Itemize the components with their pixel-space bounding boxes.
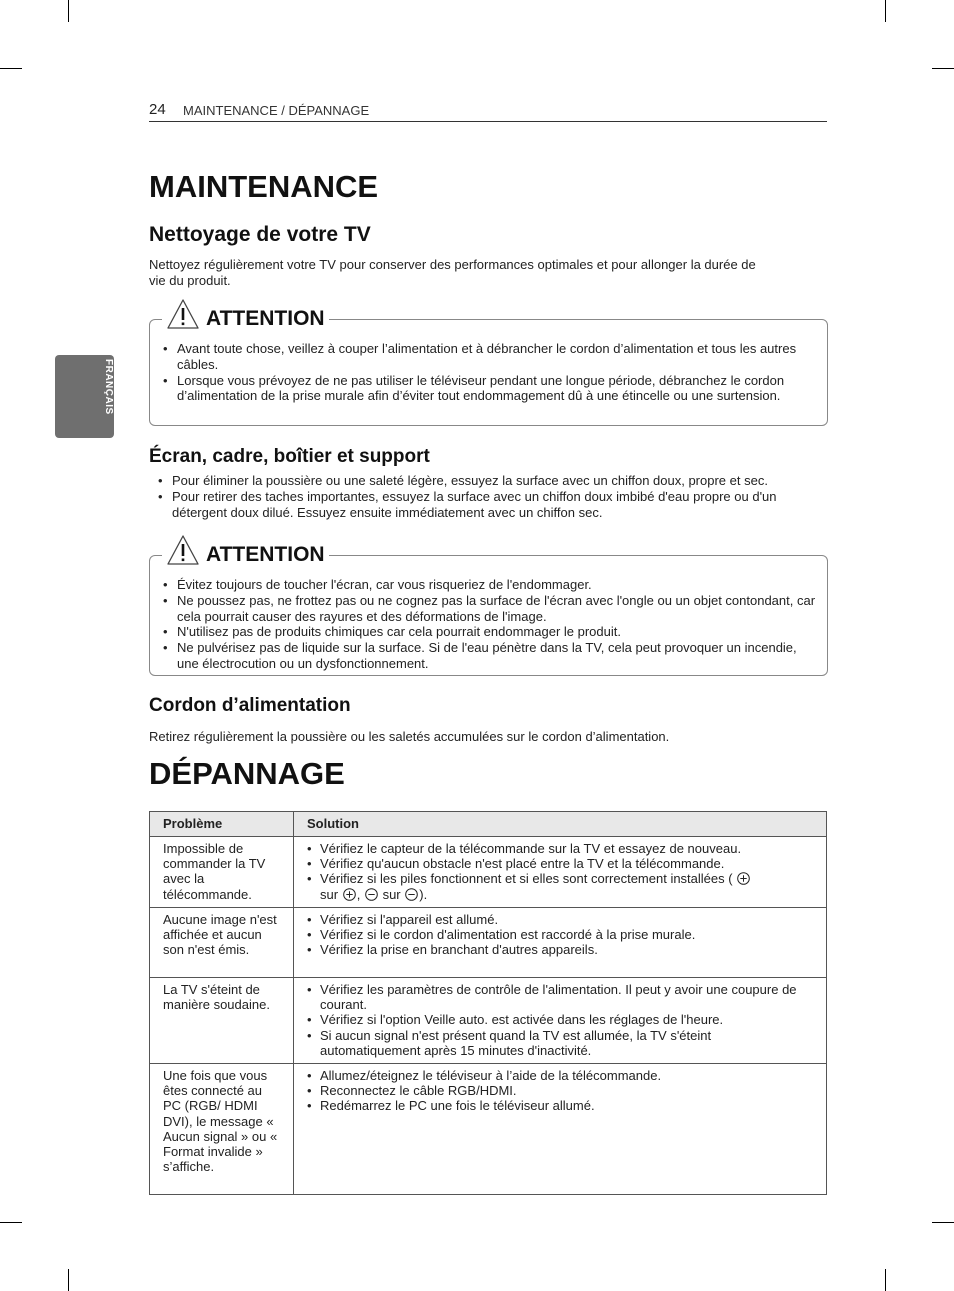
solution-cell [294,837,827,908]
list-item: • Vérifiez le capteur de la télécommande sur la TV et essayez de nouveau. [307,841,813,856]
screen-heading: Écran, cadre, boîtier et support [149,446,430,467]
battery-text: , [356,886,361,902]
crop-mark [68,0,69,22]
list-item: • Vérifiez si l'appareil est allumé. [307,912,813,927]
column-header-solution: Solution [294,812,827,837]
crop-mark [885,0,886,22]
cleaning-intro-line: Nettoyez régulièrement votre TV pour conserver des performances optimales et pour allonger la durée de [149,257,756,272]
attention-header [162,296,329,330]
crop-mark [932,68,954,69]
header-divider [149,121,827,122]
solution-list [307,982,813,1058]
list-item: • Vérifiez qu'aucun obstacle n'est placé entre la TV et la télécommande. [307,856,813,871]
table-row [150,978,827,1064]
cleaning-intro-line: vie du produit. [149,273,231,288]
solution-list [307,841,813,902]
list-item: • Pour retirer des taches importantes, essuyez la surface avec un chiffon doux imbibé d'eau propre ou d'un détergent doux dilué. Essuyez ensuite immédiatement avec un chiffon sec. [158,489,830,521]
page-number: 24 [149,101,166,118]
crop-mark [0,68,22,69]
list-item [307,871,813,901]
maintenance-title: MAINTENANCE [149,169,379,204]
running-header: MAINTENANCE / DÉPANNAGE [183,103,370,118]
plus-circle-icon [343,888,356,901]
solution-list [307,1068,813,1114]
language-tab [55,355,114,438]
attention-box-screen [149,543,828,676]
list-item: • Reconnectez le câble RGB/HDMI. [307,1083,813,1098]
attention-box-cleaning [149,307,828,426]
solution-list [307,912,813,958]
list-item: • Vérifiez la prise en branchant d'autres appareils. [307,942,813,957]
list-item: • Pour éliminer la poussière ou une saleté légère, essuyez la surface avec un chiffon doux, propre et sec. [158,473,830,489]
list-item: • Lorsque vous prévoyez de ne pas utiliser le téléviseur pendant une longue période, débranchez le cordon d’alimentation de la prise murale afin d’éviter tout endommagement dû à une étincelle ou une surtension. [163,373,818,405]
list-item: • Allumez/éteignez le téléviseur à l’aide de la télécommande. [307,1068,813,1083]
warning-icon [166,298,200,330]
crop-mark [0,1222,22,1223]
cleaning-intro [149,257,829,289]
battery-text: ). [419,886,428,902]
list-item: • N'utilisez pas de produits chimiques car cela pourrait endommager le produit. [163,624,818,640]
list-item: • Évitez toujours de toucher l'écran, car vous risqueriez de l'endommager. [163,577,818,593]
troubleshooting-title: DÉPANNAGE [149,756,345,791]
cord-text: Retirez régulièrement la poussière ou les saletés accumulées sur le cordon d’alimentation. [149,729,670,744]
warning-icon [166,534,200,566]
list-item: • Vérifiez si le cordon d'alimentation est raccordé à la prise murale. [307,927,813,942]
list-item: • Redémarrez le PC une fois le téléviseur allumé. [307,1098,813,1113]
battery-text: Vérifiez si les piles fonctionnent et si elles sont correctement installées ( [320,871,733,887]
minus-circle-icon [405,888,418,901]
attention-header [162,532,329,566]
cord-heading: Cordon d’alimentation [149,695,351,716]
cleaning-heading: Nettoyage de votre TV [149,223,371,246]
problem-cell: Une fois que vous êtes connecté au PC (RGB/ HDMI DVI), le message « Aucun signal » ou « Format invalide » s’affiche. [150,1064,294,1195]
language-tab-label: FRANÇAIS [103,359,114,415]
list-item: • Vérifiez les paramètres de contrôle de l'alimentation. Il peut y avoir une coupure de courant. [307,982,813,1012]
problem-cell: La TV s'éteint de manière soudaine. [150,978,294,1064]
attention-list [163,577,818,672]
crop-mark [68,1269,69,1291]
list-item: • Ne poussez pas, ne frottez pas ou ne cognez pas la surface de l'écran avec l'ongle ou un objet contondant, car cela pourrait causer des rayures et des déformations de l'image. [163,593,818,625]
minus-circle-icon [365,888,378,901]
battery-text: sur [320,886,339,902]
list-item: • Ne pulvérisez pas de liquide sur la surface. Si de l'eau pénètre dans la TV, cela peut provoquer un incendie, une électrocution ou un dysfonctionnement. [163,640,818,672]
problem-cell: Impossible de commander la TV avec la télécommande. [150,837,294,908]
crop-mark [932,1222,954,1223]
table-row [150,908,827,978]
table-row [150,1064,827,1195]
list-item: • Si aucun signal n'est présent quand la TV est allumée, la TV s'éteint automatiquement après 15 minutes d'inactivité. [307,1028,813,1058]
list-item: • Vérifiez si l'option Veille auto. est activée dans les réglages de l'heure. [307,1012,813,1027]
solution-cell [294,978,827,1064]
table-row [150,837,827,908]
attention-label: ATTENTION [206,307,325,330]
problem-cell: Aucune image n'est affichée et aucun son n'est émis. [150,908,294,978]
attention-label: ATTENTION [206,543,325,566]
screen-care-list [158,473,830,520]
plus-circle-icon [737,872,750,885]
solution-cell [294,1064,827,1195]
attention-list [163,341,818,404]
list-item: • Avant toute chose, veillez à couper l’alimentation et à débrancher le cordon d’alimentation et tous les autres câbles. [163,341,818,373]
table-header-row [150,812,827,837]
column-header-problem: Problème [150,812,294,837]
solution-cell [294,908,827,978]
troubleshooting-table [149,811,827,1195]
crop-mark [885,1269,886,1291]
battery-text: sur [382,886,401,902]
